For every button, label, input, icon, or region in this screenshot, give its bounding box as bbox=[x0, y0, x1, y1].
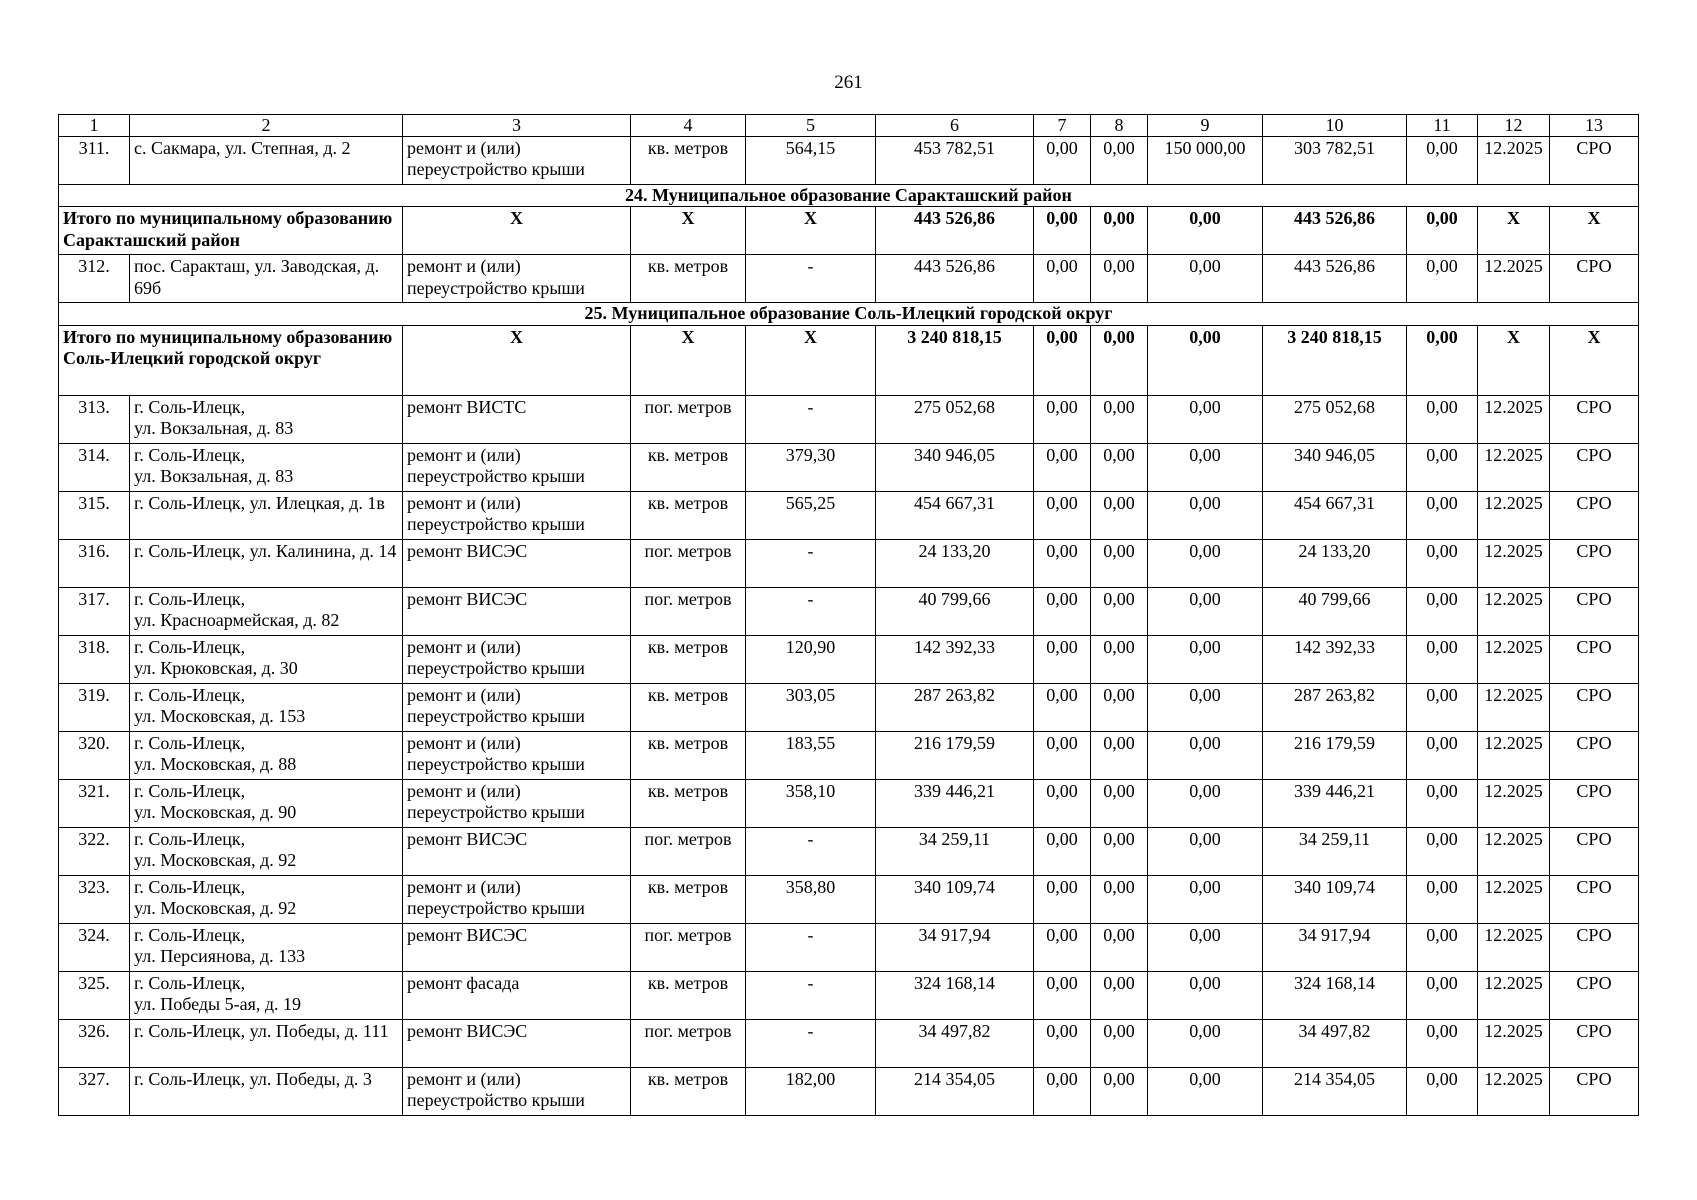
method-cell: СРО bbox=[1550, 1067, 1639, 1115]
column-number-cell: 2 bbox=[130, 115, 403, 137]
method-cell: СРО bbox=[1550, 779, 1639, 827]
method-cell: СРО bbox=[1550, 137, 1639, 185]
volume-cell: - bbox=[746, 1019, 876, 1067]
work-type-cell: ремонт ВИСЭС bbox=[403, 923, 631, 971]
address-cell: г. Соль-Илецк, ул. Персиянова, д. 133 bbox=[130, 923, 403, 971]
work-type-cell: ремонт и (или) переустройство крыши bbox=[403, 1067, 631, 1115]
deadline-cell: 12.2025 bbox=[1478, 779, 1550, 827]
table-row bbox=[59, 491, 1639, 539]
table-row bbox=[59, 137, 1639, 185]
row-number-cell: 313. bbox=[59, 395, 130, 443]
cost-cell: 0,00 bbox=[1407, 827, 1478, 875]
method-cell: СРО bbox=[1550, 1019, 1639, 1067]
cost-cell: 0,00 bbox=[1091, 539, 1148, 587]
column-number-cell: 4 bbox=[631, 115, 746, 137]
cost-cell: 0,00 bbox=[1091, 779, 1148, 827]
cost-cell: 339 446,21 bbox=[1263, 779, 1407, 827]
cost-cell: 0,00 bbox=[1091, 137, 1148, 185]
deadline-cell: 12.2025 bbox=[1478, 1067, 1550, 1115]
total-value-cell: 3 240 818,15 bbox=[876, 325, 1034, 395]
total-value-cell: 443 526,86 bbox=[1263, 207, 1407, 255]
cost-cell: 0,00 bbox=[1034, 923, 1091, 971]
unit-cell: кв. метров bbox=[631, 875, 746, 923]
section-header-row bbox=[59, 303, 1639, 325]
volume-cell: 379,30 bbox=[746, 443, 876, 491]
row-number-cell: 312. bbox=[59, 255, 130, 303]
cost-cell: 0,00 bbox=[1034, 539, 1091, 587]
unit-cell: кв. метров bbox=[631, 971, 746, 1019]
table-row bbox=[59, 1067, 1639, 1115]
volume-cell: 358,80 bbox=[746, 875, 876, 923]
deadline-cell: 12.2025 bbox=[1478, 683, 1550, 731]
cost-cell: 0,00 bbox=[1091, 731, 1148, 779]
row-number-cell: 317. bbox=[59, 587, 130, 635]
total-value-cell: X bbox=[746, 325, 876, 395]
row-number-cell: 320. bbox=[59, 731, 130, 779]
total-cost-cell: 24 133,20 bbox=[876, 539, 1034, 587]
unit-cell: кв. метров bbox=[631, 255, 746, 303]
work-type-cell: ремонт и (или) переустройство крыши bbox=[403, 443, 631, 491]
method-cell: СРО bbox=[1550, 731, 1639, 779]
cost-cell: 0,00 bbox=[1407, 731, 1478, 779]
cost-cell: 0,00 bbox=[1148, 827, 1263, 875]
total-label: Итого по муниципальному образованию Саракташский район bbox=[59, 207, 403, 255]
total-cost-cell: 275 052,68 bbox=[876, 395, 1034, 443]
deadline-cell: 12.2025 bbox=[1478, 255, 1550, 303]
work-type-cell: ремонт фасада bbox=[403, 971, 631, 1019]
total-value-cell: 0,00 bbox=[1148, 207, 1263, 255]
unit-cell: кв. метров bbox=[631, 137, 746, 185]
unit-cell: кв. метров bbox=[631, 779, 746, 827]
deadline-cell: 12.2025 bbox=[1478, 875, 1550, 923]
table-row bbox=[59, 1019, 1639, 1067]
cost-cell: 0,00 bbox=[1034, 683, 1091, 731]
cost-cell: 340 946,05 bbox=[1263, 443, 1407, 491]
cost-cell: 214 354,05 bbox=[1263, 1067, 1407, 1115]
cost-cell: 0,00 bbox=[1148, 971, 1263, 1019]
total-value-cell: 0,00 bbox=[1407, 207, 1478, 255]
cost-cell: 0,00 bbox=[1091, 923, 1148, 971]
total-cost-cell: 214 354,05 bbox=[876, 1067, 1034, 1115]
work-type-cell: ремонт и (или) переустройство крыши bbox=[403, 731, 631, 779]
address-cell: пос. Саракташ, ул. Заводская, д. 69б bbox=[130, 255, 403, 303]
cost-cell: 0,00 bbox=[1407, 635, 1478, 683]
work-type-cell: ремонт ВИСЭС bbox=[403, 587, 631, 635]
cost-cell: 34 259,11 bbox=[1263, 827, 1407, 875]
volume-cell: 183,55 bbox=[746, 731, 876, 779]
cost-cell: 0,00 bbox=[1091, 1019, 1148, 1067]
cost-cell: 0,00 bbox=[1407, 875, 1478, 923]
cost-cell: 34 497,82 bbox=[1263, 1019, 1407, 1067]
page-number: 261 bbox=[834, 72, 863, 93]
cost-cell: 0,00 bbox=[1091, 395, 1148, 443]
method-cell: СРО bbox=[1550, 443, 1639, 491]
total-value-cell: X bbox=[1550, 207, 1639, 255]
total-value-cell: X bbox=[403, 207, 631, 255]
method-cell: СРО bbox=[1550, 539, 1639, 587]
total-value-cell: 0,00 bbox=[1091, 207, 1148, 255]
table-row bbox=[59, 587, 1639, 635]
total-value-cell: 0,00 bbox=[1091, 325, 1148, 395]
total-value-cell: X bbox=[1550, 325, 1639, 395]
table-body bbox=[59, 115, 1639, 1116]
volume-cell: - bbox=[746, 395, 876, 443]
unit-cell: кв. метров bbox=[631, 1067, 746, 1115]
column-number-cell: 6 bbox=[876, 115, 1034, 137]
cost-cell: 142 392,33 bbox=[1263, 635, 1407, 683]
address-cell: г. Соль-Илецк, ул. Победы, д. 111 bbox=[130, 1019, 403, 1067]
deadline-cell: 12.2025 bbox=[1478, 923, 1550, 971]
column-number-cell: 10 bbox=[1263, 115, 1407, 137]
row-number-cell: 315. bbox=[59, 491, 130, 539]
cost-cell: 0,00 bbox=[1407, 137, 1478, 185]
address-cell: г. Соль-Илецк, ул. Московская, д. 153 bbox=[130, 683, 403, 731]
work-type-cell: ремонт и (или) переустройство крыши bbox=[403, 137, 631, 185]
column-number-cell: 13 bbox=[1550, 115, 1639, 137]
row-number-cell: 325. bbox=[59, 971, 130, 1019]
cost-cell: 24 133,20 bbox=[1263, 539, 1407, 587]
method-cell: СРО bbox=[1550, 923, 1639, 971]
total-cost-cell: 34 259,11 bbox=[876, 827, 1034, 875]
cost-cell: 0,00 bbox=[1407, 587, 1478, 635]
column-number-cell: 1 bbox=[59, 115, 130, 137]
total-value-cell: 0,00 bbox=[1034, 325, 1091, 395]
table-row bbox=[59, 635, 1639, 683]
volume-cell: - bbox=[746, 923, 876, 971]
cost-cell: 0,00 bbox=[1407, 491, 1478, 539]
unit-cell: кв. метров bbox=[631, 443, 746, 491]
row-number-cell: 319. bbox=[59, 683, 130, 731]
unit-cell: кв. метров bbox=[631, 731, 746, 779]
total-value-cell: X bbox=[746, 207, 876, 255]
cost-cell: 0,00 bbox=[1034, 731, 1091, 779]
cost-cell: 0,00 bbox=[1091, 635, 1148, 683]
method-cell: СРО bbox=[1550, 875, 1639, 923]
capital-repair-table bbox=[58, 114, 1639, 1116]
unit-cell: пог. метров bbox=[631, 923, 746, 971]
address-cell: г. Соль-Илецк, ул. Московская, д. 92 bbox=[130, 875, 403, 923]
address-cell: г. Соль-Илецк, ул. Победы, д. 3 bbox=[130, 1067, 403, 1115]
unit-cell: пог. метров bbox=[631, 827, 746, 875]
method-cell: СРО bbox=[1550, 683, 1639, 731]
row-number-cell: 326. bbox=[59, 1019, 130, 1067]
volume-cell: 564,15 bbox=[746, 137, 876, 185]
cost-cell: 216 179,59 bbox=[1263, 731, 1407, 779]
column-number-cell: 7 bbox=[1034, 115, 1091, 137]
column-number-cell: 9 bbox=[1148, 115, 1263, 137]
cost-cell: 0,00 bbox=[1091, 683, 1148, 731]
deadline-cell: 12.2025 bbox=[1478, 635, 1550, 683]
deadline-cell: 12.2025 bbox=[1478, 971, 1550, 1019]
address-cell: г. Соль-Илецк, ул. Московская, д. 88 bbox=[130, 731, 403, 779]
cost-cell: 0,00 bbox=[1034, 1019, 1091, 1067]
cost-cell: 0,00 bbox=[1034, 875, 1091, 923]
table-row bbox=[59, 683, 1639, 731]
row-number-cell: 327. bbox=[59, 1067, 130, 1115]
unit-cell: пог. метров bbox=[631, 1019, 746, 1067]
cost-cell: 0,00 bbox=[1407, 923, 1478, 971]
deadline-cell: 12.2025 bbox=[1478, 731, 1550, 779]
cost-cell: 0,00 bbox=[1091, 255, 1148, 303]
unit-cell: пог. метров bbox=[631, 587, 746, 635]
cost-cell: 0,00 bbox=[1034, 137, 1091, 185]
unit-cell: кв. метров bbox=[631, 683, 746, 731]
municipal-total-row bbox=[59, 207, 1639, 255]
row-number-cell: 321. bbox=[59, 779, 130, 827]
cost-cell: 454 667,31 bbox=[1263, 491, 1407, 539]
cost-cell: 0,00 bbox=[1148, 1019, 1263, 1067]
volume-cell: - bbox=[746, 255, 876, 303]
total-value-cell: 3 240 818,15 bbox=[1263, 325, 1407, 395]
total-value-cell: X bbox=[403, 325, 631, 395]
cost-cell: 0,00 bbox=[1148, 1067, 1263, 1115]
total-cost-cell: 454 667,31 bbox=[876, 491, 1034, 539]
cost-cell: 0,00 bbox=[1034, 1067, 1091, 1115]
cost-cell: 0,00 bbox=[1091, 827, 1148, 875]
cost-cell: 150 000,00 bbox=[1148, 137, 1263, 185]
address-cell: г. Соль-Илецк, ул. Илецкая, д. 1в bbox=[130, 491, 403, 539]
total-cost-cell: 287 263,82 bbox=[876, 683, 1034, 731]
unit-cell: кв. метров bbox=[631, 491, 746, 539]
deadline-cell: 12.2025 bbox=[1478, 443, 1550, 491]
section-title: 24. Муниципальное образование Саракташский район bbox=[59, 185, 1639, 207]
cost-cell: 443 526,86 bbox=[1263, 255, 1407, 303]
work-type-cell: ремонт ВИСЭС bbox=[403, 539, 631, 587]
row-number-cell: 314. bbox=[59, 443, 130, 491]
table-row bbox=[59, 779, 1639, 827]
cost-cell: 0,00 bbox=[1148, 539, 1263, 587]
address-cell: г. Соль-Илецк, ул. Московская, д. 92 bbox=[130, 827, 403, 875]
row-number-cell: 316. bbox=[59, 539, 130, 587]
table-row bbox=[59, 971, 1639, 1019]
total-cost-cell: 34 497,82 bbox=[876, 1019, 1034, 1067]
total-value-cell: X bbox=[631, 325, 746, 395]
volume-cell: 565,25 bbox=[746, 491, 876, 539]
deadline-cell: 12.2025 bbox=[1478, 137, 1550, 185]
cost-cell: 0,00 bbox=[1148, 731, 1263, 779]
work-type-cell: ремонт и (или) переустройство крыши bbox=[403, 255, 631, 303]
cost-cell: 0,00 bbox=[1034, 779, 1091, 827]
total-cost-cell: 443 526,86 bbox=[876, 255, 1034, 303]
cost-cell: 34 917,94 bbox=[1263, 923, 1407, 971]
table-row bbox=[59, 255, 1639, 303]
total-label: Итого по муниципальному образованию Соль-Илецкий городской округ bbox=[59, 325, 403, 395]
cost-cell: 0,00 bbox=[1148, 395, 1263, 443]
cost-cell: 0,00 bbox=[1407, 1019, 1478, 1067]
row-number-cell: 324. bbox=[59, 923, 130, 971]
deadline-cell: 12.2025 bbox=[1478, 395, 1550, 443]
cost-cell: 0,00 bbox=[1148, 443, 1263, 491]
total-value-cell: 0,00 bbox=[1148, 325, 1263, 395]
method-cell: СРО bbox=[1550, 827, 1639, 875]
volume-cell: - bbox=[746, 827, 876, 875]
column-number-cell: 8 bbox=[1091, 115, 1148, 137]
table-row bbox=[59, 539, 1639, 587]
total-cost-cell: 34 917,94 bbox=[876, 923, 1034, 971]
unit-cell: пог. метров bbox=[631, 395, 746, 443]
total-cost-cell: 340 946,05 bbox=[876, 443, 1034, 491]
cost-cell: 0,00 bbox=[1148, 491, 1263, 539]
volume-cell: - bbox=[746, 971, 876, 1019]
section-title: 25. Муниципальное образование Соль-Илецкий городской округ bbox=[59, 303, 1639, 325]
volume-cell: 120,90 bbox=[746, 635, 876, 683]
table-row bbox=[59, 875, 1639, 923]
address-cell: г. Соль-Илецк, ул. Крюковская, д. 30 bbox=[130, 635, 403, 683]
method-cell: СРО bbox=[1550, 587, 1639, 635]
cost-cell: 0,00 bbox=[1148, 683, 1263, 731]
cost-cell: 0,00 bbox=[1091, 971, 1148, 1019]
row-number-cell: 311. bbox=[59, 137, 130, 185]
total-cost-cell: 324 168,14 bbox=[876, 971, 1034, 1019]
work-type-cell: ремонт ВИСЭС bbox=[403, 1019, 631, 1067]
cost-cell: 40 799,66 bbox=[1263, 587, 1407, 635]
column-number-cell: 12 bbox=[1478, 115, 1550, 137]
cost-cell: 0,00 bbox=[1407, 683, 1478, 731]
cost-cell: 0,00 bbox=[1091, 443, 1148, 491]
cost-cell: 0,00 bbox=[1148, 635, 1263, 683]
total-value-cell: 0,00 bbox=[1407, 325, 1478, 395]
cost-cell: 0,00 bbox=[1034, 255, 1091, 303]
row-number-cell: 318. bbox=[59, 635, 130, 683]
cost-cell: 303 782,51 bbox=[1263, 137, 1407, 185]
deadline-cell: 12.2025 bbox=[1478, 827, 1550, 875]
work-type-cell: ремонт и (или) переустройство крыши bbox=[403, 491, 631, 539]
cost-cell: 0,00 bbox=[1091, 587, 1148, 635]
municipal-total-row bbox=[59, 325, 1639, 395]
address-cell: г. Соль-Илецк, ул. Вокзальная, д. 83 bbox=[130, 395, 403, 443]
address-cell: г. Соль-Илецк, ул. Красноармейская, д. 82 bbox=[130, 587, 403, 635]
total-cost-cell: 453 782,51 bbox=[876, 137, 1034, 185]
table-row bbox=[59, 731, 1639, 779]
address-cell: г. Соль-Илецк, ул. Победы 5-ая, д. 19 bbox=[130, 971, 403, 1019]
deadline-cell: 12.2025 bbox=[1478, 587, 1550, 635]
total-cost-cell: 142 392,33 bbox=[876, 635, 1034, 683]
method-cell: СРО bbox=[1550, 971, 1639, 1019]
cost-cell: 0,00 bbox=[1091, 875, 1148, 923]
section-header-row bbox=[59, 185, 1639, 207]
work-type-cell: ремонт и (или) переустройство крыши bbox=[403, 779, 631, 827]
cost-cell: 0,00 bbox=[1148, 587, 1263, 635]
unit-cell: пог. метров bbox=[631, 539, 746, 587]
cost-cell: 0,00 bbox=[1091, 1067, 1148, 1115]
cost-cell: 0,00 bbox=[1034, 635, 1091, 683]
total-value-cell: 443 526,86 bbox=[876, 207, 1034, 255]
column-number-cell: 5 bbox=[746, 115, 876, 137]
cost-cell: 0,00 bbox=[1034, 827, 1091, 875]
cost-cell: 0,00 bbox=[1407, 539, 1478, 587]
volume-cell: 358,10 bbox=[746, 779, 876, 827]
volume-cell: 303,05 bbox=[746, 683, 876, 731]
work-type-cell: ремонт и (или) переустройство крыши bbox=[403, 683, 631, 731]
total-value-cell: X bbox=[631, 207, 746, 255]
cost-cell: 287 263,82 bbox=[1263, 683, 1407, 731]
cost-cell: 324 168,14 bbox=[1263, 971, 1407, 1019]
cost-cell: 0,00 bbox=[1407, 1067, 1478, 1115]
cost-cell: 0,00 bbox=[1407, 971, 1478, 1019]
deadline-cell: 12.2025 bbox=[1478, 1019, 1550, 1067]
work-type-cell: ремонт и (или) переустройство крыши bbox=[403, 875, 631, 923]
total-cost-cell: 40 799,66 bbox=[876, 587, 1034, 635]
address-cell: г. Соль-Илецк, ул. Московская, д. 90 bbox=[130, 779, 403, 827]
column-number-row bbox=[59, 115, 1639, 137]
column-number-cell: 3 bbox=[403, 115, 631, 137]
volume-cell: - bbox=[746, 539, 876, 587]
column-number-cell: 11 bbox=[1407, 115, 1478, 137]
total-cost-cell: 339 446,21 bbox=[876, 779, 1034, 827]
cost-cell: 0,00 bbox=[1148, 875, 1263, 923]
method-cell: СРО bbox=[1550, 255, 1639, 303]
row-number-cell: 323. bbox=[59, 875, 130, 923]
work-type-cell: ремонт ВИСЭС bbox=[403, 827, 631, 875]
total-value-cell: 0,00 bbox=[1034, 207, 1091, 255]
cost-cell: 340 109,74 bbox=[1263, 875, 1407, 923]
address-cell: г. Соль-Илецк, ул. Калинина, д. 14 bbox=[130, 539, 403, 587]
cost-cell: 0,00 bbox=[1407, 395, 1478, 443]
work-type-cell: ремонт и (или) переустройство крыши bbox=[403, 635, 631, 683]
table-row bbox=[59, 443, 1639, 491]
deadline-cell: 12.2025 bbox=[1478, 539, 1550, 587]
cost-cell: 0,00 bbox=[1034, 971, 1091, 1019]
volume-cell: - bbox=[746, 587, 876, 635]
cost-cell: 0,00 bbox=[1034, 395, 1091, 443]
address-cell: с. Сакмара, ул. Степная, д. 2 bbox=[130, 137, 403, 185]
row-number-cell: 322. bbox=[59, 827, 130, 875]
cost-cell: 0,00 bbox=[1407, 779, 1478, 827]
total-value-cell: X bbox=[1478, 325, 1550, 395]
method-cell: СРО bbox=[1550, 395, 1639, 443]
cost-cell: 275 052,68 bbox=[1263, 395, 1407, 443]
work-type-cell: ремонт ВИСТС bbox=[403, 395, 631, 443]
table-row bbox=[59, 923, 1639, 971]
table-row bbox=[59, 395, 1639, 443]
cost-cell: 0,00 bbox=[1148, 255, 1263, 303]
address-cell: г. Соль-Илецк, ул. Вокзальная, д. 83 bbox=[130, 443, 403, 491]
cost-cell: 0,00 bbox=[1407, 255, 1478, 303]
total-cost-cell: 340 109,74 bbox=[876, 875, 1034, 923]
method-cell: СРО bbox=[1550, 635, 1639, 683]
total-value-cell: X bbox=[1478, 207, 1550, 255]
cost-cell: 0,00 bbox=[1148, 923, 1263, 971]
cost-cell: 0,00 bbox=[1034, 491, 1091, 539]
deadline-cell: 12.2025 bbox=[1478, 491, 1550, 539]
volume-cell: 182,00 bbox=[746, 1067, 876, 1115]
method-cell: СРО bbox=[1550, 491, 1639, 539]
cost-cell: 0,00 bbox=[1148, 779, 1263, 827]
cost-cell: 0,00 bbox=[1034, 587, 1091, 635]
cost-cell: 0,00 bbox=[1091, 491, 1148, 539]
cost-cell: 0,00 bbox=[1034, 443, 1091, 491]
cost-cell: 0,00 bbox=[1407, 443, 1478, 491]
table-row bbox=[59, 827, 1639, 875]
unit-cell: кв. метров bbox=[631, 635, 746, 683]
total-cost-cell: 216 179,59 bbox=[876, 731, 1034, 779]
